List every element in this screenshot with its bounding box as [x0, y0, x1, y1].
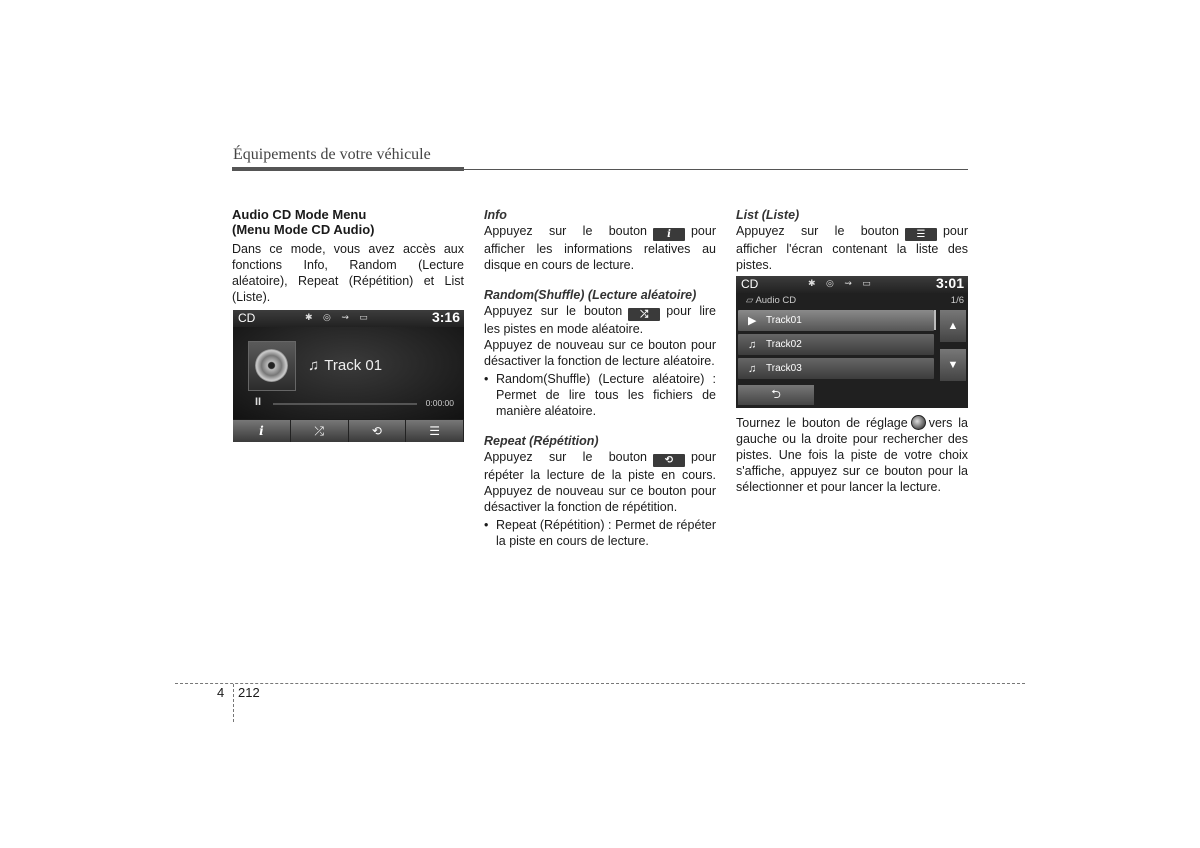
- list-item[interactable]: [738, 310, 934, 331]
- track-title: [308, 357, 382, 374]
- clock: 3:16: [431, 310, 460, 325]
- pause-icon[interactable]: II: [255, 396, 262, 408]
- intro-paragraph: Dans ce mode, vous avez accès aux fonctions Info, Random (Lecture aléatoire), Repeat (Répétition) et List (Liste).: [232, 242, 464, 304]
- list-icon: ☰: [429, 424, 440, 438]
- page-indicator: 1/6: [950, 295, 964, 306]
- status-bar: [233, 310, 464, 327]
- elapsed-time: 0:00:00: [425, 398, 454, 408]
- random-title: Random(Shuffle) (Lecture aléatoire): [484, 288, 697, 302]
- cd-playback-screen: [233, 310, 464, 442]
- arrow-down-icon: ▼: [947, 359, 959, 371]
- list-paragraph: Appuyez sur le bouton ☰ pour afficher l'écran contenant la liste des pistes.: [736, 224, 968, 272]
- shuffle-icon: ⤮: [314, 423, 324, 438]
- back-arrow-icon: ⮌: [771, 386, 781, 401]
- album-art: [248, 341, 296, 391]
- shuffle-button[interactable]: [291, 420, 349, 442]
- mode-label: CD: [741, 277, 759, 291]
- mode-label: CD: [238, 311, 256, 325]
- status-icons: ✱ ◎ ⇝ ▭: [305, 312, 372, 322]
- column-2: [484, 207, 716, 549]
- header-rule: [232, 167, 464, 171]
- scrollbar[interactable]: [934, 310, 936, 330]
- list-item[interactable]: [738, 334, 934, 355]
- section-title-line1: Audio CD Mode Menu: [232, 207, 367, 222]
- repeat-title: Repeat (Répétition): [484, 434, 599, 448]
- progress-bar[interactable]: [273, 403, 417, 405]
- music-note-icon: ♫: [308, 357, 320, 374]
- track-name: Track 01: [324, 357, 383, 374]
- random-paragraph-2: Appuyez de nouveau sur ce bouton pour désactiver la fonction de lecture aléatoire.: [484, 338, 716, 368]
- section-number: 4: [217, 685, 225, 700]
- play-icon: ▶: [748, 315, 757, 327]
- folder-icon: ▱: [746, 295, 754, 306]
- repeat-button[interactable]: [349, 420, 407, 442]
- clock: 3:01: [935, 276, 964, 291]
- info-button[interactable]: [233, 420, 291, 442]
- cd-list-screen: [736, 276, 968, 408]
- page-number: 212: [238, 685, 260, 700]
- footer-divider: [233, 684, 234, 722]
- back-button[interactable]: [738, 385, 814, 405]
- list-title: List (Liste): [736, 208, 800, 222]
- music-note-icon: ♫: [748, 362, 757, 375]
- repeat-icon: ⟲: [653, 454, 685, 467]
- list-button[interactable]: [406, 420, 464, 442]
- section-title-line2: (Menu Mode CD Audio): [232, 222, 375, 237]
- track-label: Track03: [766, 363, 802, 374]
- track-list-panel: [736, 293, 968, 408]
- status-icons: ✱ ◎ ⇝ ▭: [808, 278, 875, 288]
- column-1: [232, 207, 464, 305]
- header-rule-thin: [464, 169, 968, 170]
- random-bullet: • Random(Shuffle) (Lecture aléatoire) : Permet de lire tous les fichiers de manière aléatoire.: [484, 372, 716, 418]
- folder-row: [736, 293, 968, 308]
- scroll-down-button[interactable]: [940, 349, 966, 381]
- footer-rule: [175, 683, 1025, 684]
- header-title: Équipements de votre véhicule: [233, 146, 431, 163]
- tune-knob-icon: [911, 415, 926, 430]
- random-paragraph: Appuyez sur le bouton ⤮ pour lire les pistes en mode aléatoire.: [484, 304, 716, 336]
- folder-name: ▱ Audio CD: [746, 295, 797, 306]
- now-playing-panel: [233, 327, 464, 419]
- repeat-paragraph: Appuyez sur le bouton ⟲ pour répéter la lecture de la piste en cours. Appuyez de nouveau sur ce bouton pour désactiver la fonction de répétition.: [484, 450, 716, 514]
- list-item[interactable]: [738, 358, 934, 379]
- shuffle-icon: ⤮: [628, 308, 660, 321]
- menu-bar: [233, 420, 464, 442]
- info-icon: i: [653, 228, 685, 241]
- music-note-icon: ♫: [748, 338, 757, 351]
- list-icon: ☰: [905, 228, 937, 241]
- track-label: Track01: [766, 315, 802, 326]
- track-label: Track02: [766, 339, 802, 350]
- column-3-lower: [736, 415, 968, 495]
- info-icon: i: [259, 424, 264, 438]
- info-paragraph: Appuyez sur le bouton i pour afficher les informations relatives au disque en cours de lecture.: [484, 224, 716, 272]
- tune-paragraph: Tournez le bouton de réglage vers la gauche ou la droite pour rechercher des pistes. Une fois la piste de votre choix s'affiche, appuyez sur ce bouton pour la sélectionner et pour lancer la lecture.: [736, 416, 968, 494]
- repeat-icon: ⟲: [371, 424, 382, 438]
- info-title: Info: [484, 208, 507, 222]
- scroll-up-button[interactable]: [940, 310, 966, 342]
- cd-disc-icon: [255, 349, 288, 382]
- arrow-up-icon: ▲: [947, 320, 959, 332]
- status-bar: [736, 276, 968, 293]
- repeat-bullet: • Repeat (Répétition) : Permet de répéter la piste en cours de lecture.: [484, 518, 716, 548]
- column-3: [736, 207, 968, 273]
